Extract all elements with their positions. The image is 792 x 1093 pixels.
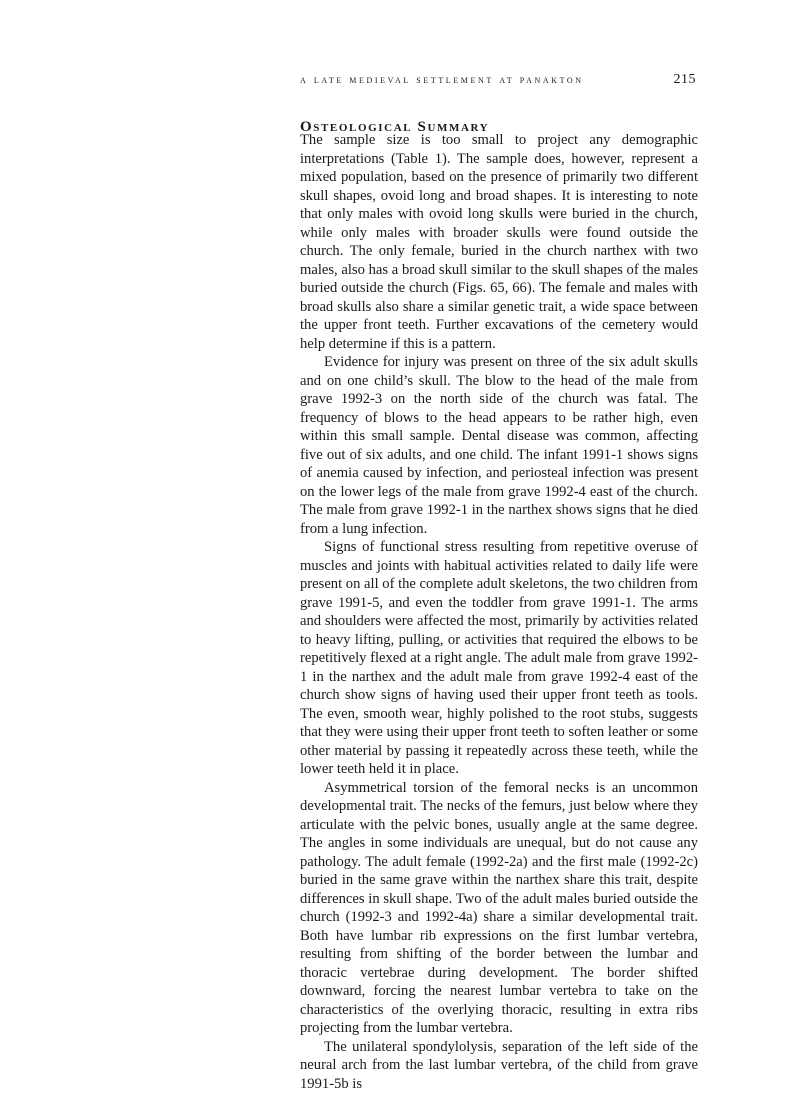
paragraph-1: The sample size is too small to project any demographic interpretations (Table 1). The sample does, however, represent a mixed population, based on the presence of primarily two different skull shapes, ovoid long and broad shapes. It is interesting to note that only males with ovoid long skulls were buried in the church, while only males with broader skulls were found outside the church. The only female, buried in the church narthex with two males, also has a broad skull similar to the skull shapes of the males buried outside the church (Figs. 65, 66). The female and males with broad skulls also share a similar genetic trait, a wide space between the upper front teeth. Further excavations of the cemetery would help determine if this is a pattern.	[300, 131, 698, 353]
paragraph-3: Signs of functional stress resulting from repetitive overuse of muscles and joints with habitual activities related to daily life were present on all of the complete adult skeletons, the two children from grave 1991-5, and even the toddler from grave 1991-1. The arms and shoulders were affected the most, primarily by activities related to heavy lifting, pulling, or activities that required the elbows to be repetitively flexed at a right angle. The adult male from grave 1992-1 in the narthex and the adult male from grave 1992-4 east of the church show signs of having used their upper front teeth as tools. The even, smooth wear, highly polished to the root stubs, suggests that they were using their upper front teeth to soften leather or some other material by passing it repeatedly across these teeth, while the lower teeth held it in place.	[300, 538, 698, 779]
running-head	[300, 74, 698, 94]
page-number: 215	[674, 72, 697, 88]
running-head-title: a late medieval settlement at panakton	[300, 74, 584, 86]
section-heading: Osteological Summary	[300, 119, 489, 136]
paragraph-5: The unilateral spondylolysis, separation of the left side of the neural arch from the last lumbar vertebra, of the child from grave 1991-5b is	[300, 1038, 698, 1093]
body-text	[300, 131, 698, 1093]
paragraph-2: Evidence for injury was present on three of the six adult skulls and on one child’s skull. The blow to the head of the male from grave 1992-3 on the north side of the church was fatal. The frequency of blows to the head appears to be rather high, even within this small sample. Dental disease was common, affecting five out of six adults, and one child. The infant 1991-1 shows signs of anemia caused by infection, and periosteal infection was present on the lower legs of the male from grave 1992-4 east of the church. The male from grave 1992-1 in the narthex shows signs that he died from a lung infection.	[300, 353, 698, 538]
paragraph-4: Asymmetrical torsion of the femoral necks is an uncommon developmental trait. The necks of the femurs, just below where they articulate with the pelvic bones, usually angle at the same degree. The angles in some individuals are unequal, but do not cause any pathology. The adult female (1992-2a) and the first male (1992-2c) buried in the same grave within the narthex share this trait, despite differences in skull shape. Two of the adult males buried outside the church (1992-3 and 1992-4a) share a similar developmental trait. Both have lumbar rib expressions on the first lumbar vertebra, resulting from shifting of the border between the lumbar and thoracic vertebrae during development. The border shifted downward, forcing the nearest lumbar vertebra to take on the characteristics of the overlying thoracic, resulting in extra ribs projecting from the lumbar vertebra.	[300, 779, 698, 1038]
